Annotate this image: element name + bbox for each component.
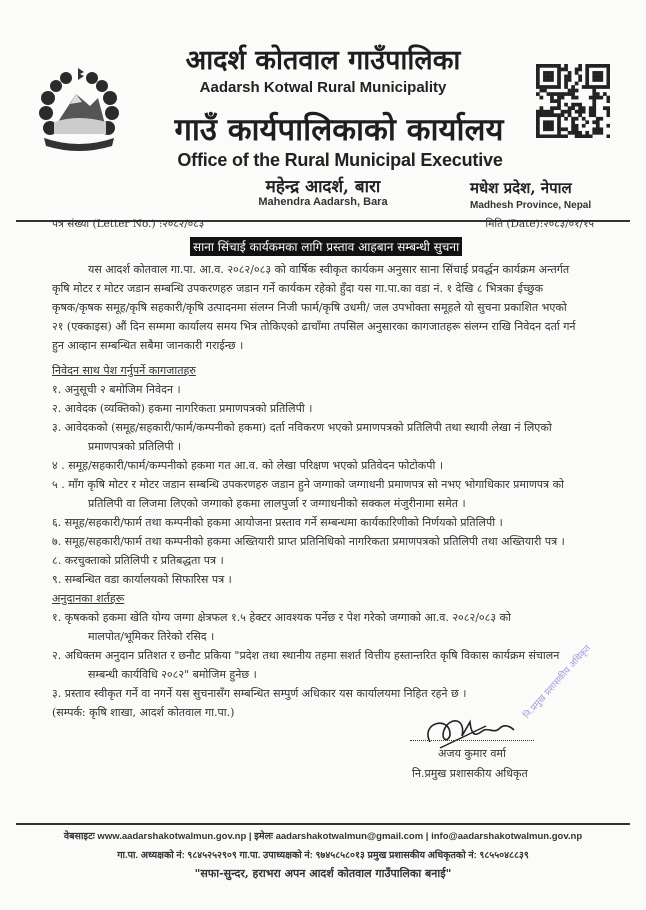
condition-item: ३. प्रस्ताव स्वीकृत गर्ने वा नगर्ने यस सुचनासँग सम्बन्धित सम्पुर्ण अधिकार यस कार्यालयमा निहित रहने छ । bbox=[52, 687, 467, 700]
province-np: मधेश प्रदेश, नेपाल bbox=[470, 179, 572, 197]
letter-date: मिति (Date):२०८३/०१/१५ bbox=[485, 218, 594, 230]
signatory-name: अजय कुमार वर्मा bbox=[438, 747, 506, 760]
document-item-cont: प्रतिलिपी वा लिजमा लिएको जग्गाको हकमा लालपुर्जा र जग्गाधनीको सक्कल मंजुरीनामा समेत । bbox=[88, 497, 466, 510]
office-name-en: Office of the Rural Municipal Executive bbox=[177, 150, 503, 170]
condition-item-cont: सम्बन्धी कार्यविधि २०८२" बमोजिम हुनेछ । bbox=[88, 668, 257, 681]
condition-item: २. अधिक्तम अनुदान प्रतिशत र छनौट प्रकिया "प्रदेश तथा स्थानीय तहमा सशर्त वित्तीय हस्तान्तरित कृषि विकास कार्यक्रम संचालन bbox=[52, 649, 560, 662]
document-item: ६. समूह/सहकारी/फार्म तथा कम्पनीको हकमा आयोजना प्रस्ताव गर्ने सम्बन्धमा कार्यकारिणीको निर्णयको प्रतिलिपी । bbox=[52, 516, 503, 529]
province-en: Madhesh Province, Nepal bbox=[470, 200, 592, 211]
qr-code-icon bbox=[536, 64, 610, 138]
document-item: ५ . माँग कृषि मोटर र मोटर जडान सम्बन्धि उपकरणहरु जडान हुने जग्गाको जग्गाधनी प्रमाणपत्र सो नभए भोगाधिकार प्रमाणपत्र को bbox=[52, 478, 564, 491]
signatory-designation: नि.प्रमुख प्रशासकीय अधिकृत bbox=[412, 767, 528, 780]
footer-slogan: "सफा-सुन्दर, हराभरा अपन आदर्श कोतवाल गाउँपालिका बनाई" bbox=[194, 867, 452, 880]
notice-subject: साना सिंचाई कार्यकमका लागि प्रस्ताव आहबान सम्बन्धी सुचना bbox=[190, 237, 462, 256]
office-name-np: गाउँ कार्यपालिकाको कार्यालय bbox=[174, 112, 504, 148]
official-stamp: नि.प्रमुख प्रशासकीय अधिकृत bbox=[522, 643, 594, 721]
conditions-heading: अनुदानका शर्तहरू bbox=[52, 592, 125, 605]
document-item: २. आवेदक (व्यक्तिको) हकमा नागरिकता प्रमाणपत्रको प्रतिलिपी । bbox=[52, 402, 313, 415]
documents-heading: निवेदन साथ पेश गर्नुपर्ने कागजातहरु bbox=[52, 364, 196, 377]
condition-item-cont: मालपोत/भूमिकर तिरेको रसिद । bbox=[88, 630, 215, 643]
municipality-name-en: Aadarsh Kotwal Rural Municipality bbox=[199, 79, 447, 96]
footer-divider bbox=[16, 823, 630, 825]
document-item: ९. सम्बन्धित वडा कार्यालयको सिफारिस पत्र । bbox=[52, 573, 232, 586]
document-item: ४ . समूह/सहकारी/फार्म/कम्पनीको हकमा गत आ.व. को लेखा परिक्षण भएको प्रतिवेदन फोटोकपी । bbox=[52, 459, 443, 472]
intro-line: यस आदर्श कोतवाल गा.पा. आ.व. २०८२/०८३ को वार्षिक स्वीकृत कार्यकम अनुसार साना सिंचाई प्रवर्द्धन कार्यक्रम अन्तर्गत bbox=[88, 263, 570, 276]
location-en: Mahendra Aadarsh, Bara bbox=[258, 196, 388, 208]
signature-line bbox=[410, 740, 534, 741]
document-item: ३. आवेदकको (समूह/सहकारी/फार्म/कम्पनीको हकमा) दर्ता नविकरण भएको प्रमाणपत्रको प्रतिलिपी तथा स्थायी लेखा नं लिएको bbox=[52, 421, 552, 434]
intro-line: हुन आव्हान सम्बन्धित सबैमा जानकारी गराईन्छ । bbox=[52, 339, 244, 352]
letter-number: पत्र संख्या (Letter No.) :२०८२/०८३ bbox=[52, 218, 205, 230]
footer-web-contacts: वेबसाइटः www.aadarshakotwalmun.gov.np | इमेलः aadarshakotwalmun@gmail.com | info@aadarshakotwalmun.gov.np bbox=[63, 831, 583, 842]
municipality-name-np: आदर्श कोतवाल गाउँपालिका bbox=[185, 45, 461, 76]
document-item: ७. समूह/सहकारी/फार्म तथा कम्पनीको हकमा अख्तियारी प्राप्त प्रतिनिधिको नागरिकता प्रमाणपत्रको प्रतिलिपी तथा अख्तियारी पत्र । bbox=[52, 535, 565, 548]
intro-line: कृषक/कृषक समूह/कृषि सहकारी/कृषि उत्पादनमा संलग्न निजी फार्म/कृषि उधमी/ जल उपभोक्ता समूहले यो सुचना प्रकाशित भएको bbox=[52, 301, 567, 314]
intro-line: कृषि मोटर र मोटर जडान सम्बन्धि उपकरणहरु जडान गर्ने कार्यकम रहेको हुँदा यस गा.पा.का वडा नं. १ देखि ८ भित्रका ईच्छुक bbox=[52, 282, 544, 295]
document-item: ८. करचुक्ताको प्रतिलिपी र प्रतिबद्धता पत्र । bbox=[52, 554, 224, 567]
contact-note: (सम्पर्क: कृषि शाखा, आदर्श कोतवाल गा.पा.) bbox=[52, 706, 235, 719]
footer-phone-numbers: गा.पा. अध्यक्षको नं: ९८४५२५२९०९ गा.पा. उपाध्यक्षको नं: ९७४५८५८०१३ प्रमुख प्रशासकीय अधिकृतको नं: ९८५५०४८८३९ bbox=[117, 850, 529, 861]
condition-item: १. कृषकको हकमा खेति योग्य जग्गा क्षेत्रफल १.५ हेक्टर आवश्यक पर्नेछ र पेश गरेको जग्गाको आ.व. २०८२/०८३ को bbox=[52, 611, 511, 624]
location-np: महेन्द्र आदर्श, बारा bbox=[265, 177, 381, 197]
document-item: १. अनुसूची २ बमोजिम निवेदन । bbox=[52, 383, 181, 396]
document-item-cont: प्रमाणपत्रको प्रतिलिपी । bbox=[88, 440, 182, 453]
intro-line: २१ (एक्काइस) औं दिन सम्ममा कार्यालय समय भित्र तोकिएको ढाचाँमा तपसिल अनुसारका कागजातहरू संलग्न राखि निवेदन दर्ता गर्न bbox=[52, 320, 576, 333]
